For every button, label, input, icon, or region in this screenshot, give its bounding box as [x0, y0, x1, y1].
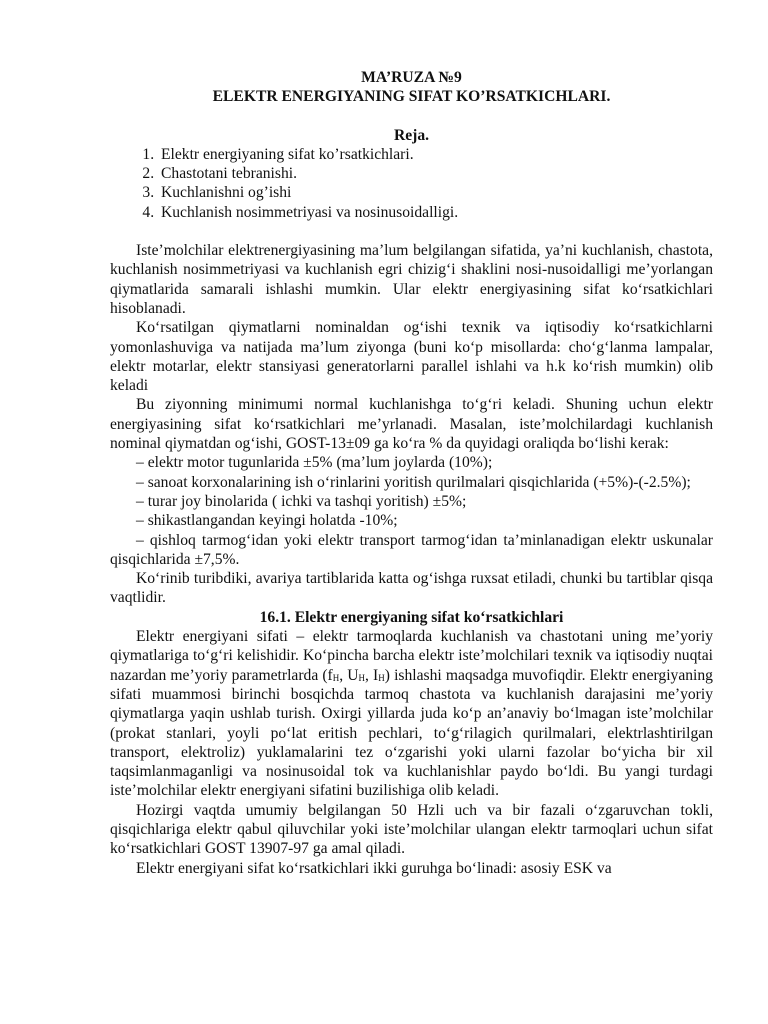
list-item: – shikastlangandan keyingi holatda -10%;: [136, 512, 398, 530]
list-item: – elektr motor tugunlarida ±5% (ma’lum joylarda (10%);: [136, 454, 493, 472]
paragraph: Elektr energiyani sifat ko‘rsatkichlari ikki guruhga bo‘linadi: asosiy ESK va: [136, 859, 612, 877]
plan-item: 2. Chastotani tebranishi.: [158, 164, 713, 183]
subscript: H: [358, 672, 366, 683]
paragraph: Bu ziyonning minimumi normal kuchlanishga to‘g‘ri keladi. Shuning uchun elektr energiyasining sifat ko‘rsatkichlari me’yrlanadi. Masalan, iste’molchilardagi kuchlanish nominal qiymatdan og‘ishi, GOST-13±09 ga ko‘ra % da quyidagi oraliqda bo‘lishi kerak:: [110, 396, 713, 453]
plan-item: 1. Elektr energiyaning sifat ko’rsatkichlari.: [158, 145, 713, 164]
plan-item: 4. Kuchlanish nosimmetriyasi va nosinusoidalligi.: [158, 203, 713, 222]
lecture-number: MA’RUZA №9: [361, 69, 462, 86]
paragraph-text: ) ishlashi maqsadga muvofiqdir. Elektr energiyaning sifati muammosi birinchi bosqichda tarmoq chastota va kuchlanish darajasini me’yoriy qiymatlarga yaqin ushlab turish. Oxirgi yillarda juda ko‘p an’anaviy bo‘lmagan iste’molchilar (prokat stanlari, yoyli po‘lat eritish pechlari, to‘g‘rilagich qurilmalari, elektrlashtirilgan transport, elektroliz) yuklamalarini tez o‘zgarishi yoki ularni fazolar bo‘yicha bir xil taqsimlanmaganligi va nosinusoidal tok va kuchlanishlar paydo bo‘ldi. Bu yangi turdagi iste’molchilar elektr energiyani sifatini buzilishiga olib keladi.: [110, 666, 713, 800]
lecture-title: ELEKTR ENERGIYANING SIFAT KO’RSATKICHLARI.: [212, 88, 611, 106]
list-item: – turar joy binolarida ( ichki va tashqi yoritish) ±5%;: [136, 492, 467, 510]
subscript: H: [332, 672, 340, 683]
list-item: – qishloq tarmog‘idan yoki elektr transport tarmog‘idan ta’minlanadigan elektr uskunalar qisqichlarida ±7,5%.: [110, 531, 713, 568]
document-page: [110, 68, 713, 878]
plan-item: 3. Kuchlanishni og’ishi: [158, 183, 713, 202]
paragraph-text: Elektr energiyani sifati – elektr tarmoqlarda kuchlanish va chastotani uning me’yoriy qiymatlariga to‘g‘ri kelishidir. Ko‘pincha barcha elektr iste’molchilari texnik va iqtisodiy nuqtai nazardan me’yoriy parametrlarda (f: [110, 628, 713, 684]
plan-list: [110, 145, 713, 222]
section-title: 16.1. Elektr energiyaning sifat ko‘rsatkichlari: [259, 608, 564, 626]
paragraph: [110, 627, 713, 801]
list-item: – sanoat korxonalarining ish o‘rinlarini yoritish qurilmalari qisqichlarida (+5%)-(-2.5%);: [136, 473, 691, 491]
subscript: H: [378, 672, 385, 683]
paragraph-text: , I: [365, 666, 379, 684]
paragraph-text: , U: [339, 666, 359, 684]
paragraph: Ko‘rsatilgan qiymatlarni nominaldan og‘ishi texnik va iqtisodiy ko‘rsatkichlarni yomonlashuviga va natijada ma’lum ziyonga (buni ko‘p misollarda: cho‘g‘lanma lampalar, elektr motarlar, elektr stansiyasi generatorlarni parallel ishlahi va h.k ko‘rish mumkin) olib keladi: [110, 319, 713, 395]
paragraph: Iste’molchilar elektrenergiyasining ma’lum belgilangan sifatida, ya’ni kuchlanish, chastota, kuchlanish nosimmetriyasi va kuchlanish egri chizig‘i shaklini nosi-nusoidalligi me’yorlangan qiymatlarida samarali ishlashi mumkin. Ular elektr energiyasining sifat ko‘rsatkichlari hisoblanadi.: [110, 242, 713, 317]
plan-heading: Reja.: [393, 126, 430, 144]
spacer: [110, 222, 713, 241]
paragraph: Hozirgi vaqtda umumiy belgilangan 50 Hzli uch va bir fazali o‘zgaruvchan tokli, qisqichlariga elektr qabul qiluvchilar yoki iste’molchilar ulangan elektr tarmoqlari uchun sifat ko‘rsatkichlari GOST 13907-97 ga amal qiladi.: [110, 801, 713, 858]
paragraph: Ko‘rinib turibdiki, avariya tartiblarida katta og‘ishga ruxsat etiladi, chunki bu tartiblar qisqa vaqtlidir.: [110, 570, 713, 607]
